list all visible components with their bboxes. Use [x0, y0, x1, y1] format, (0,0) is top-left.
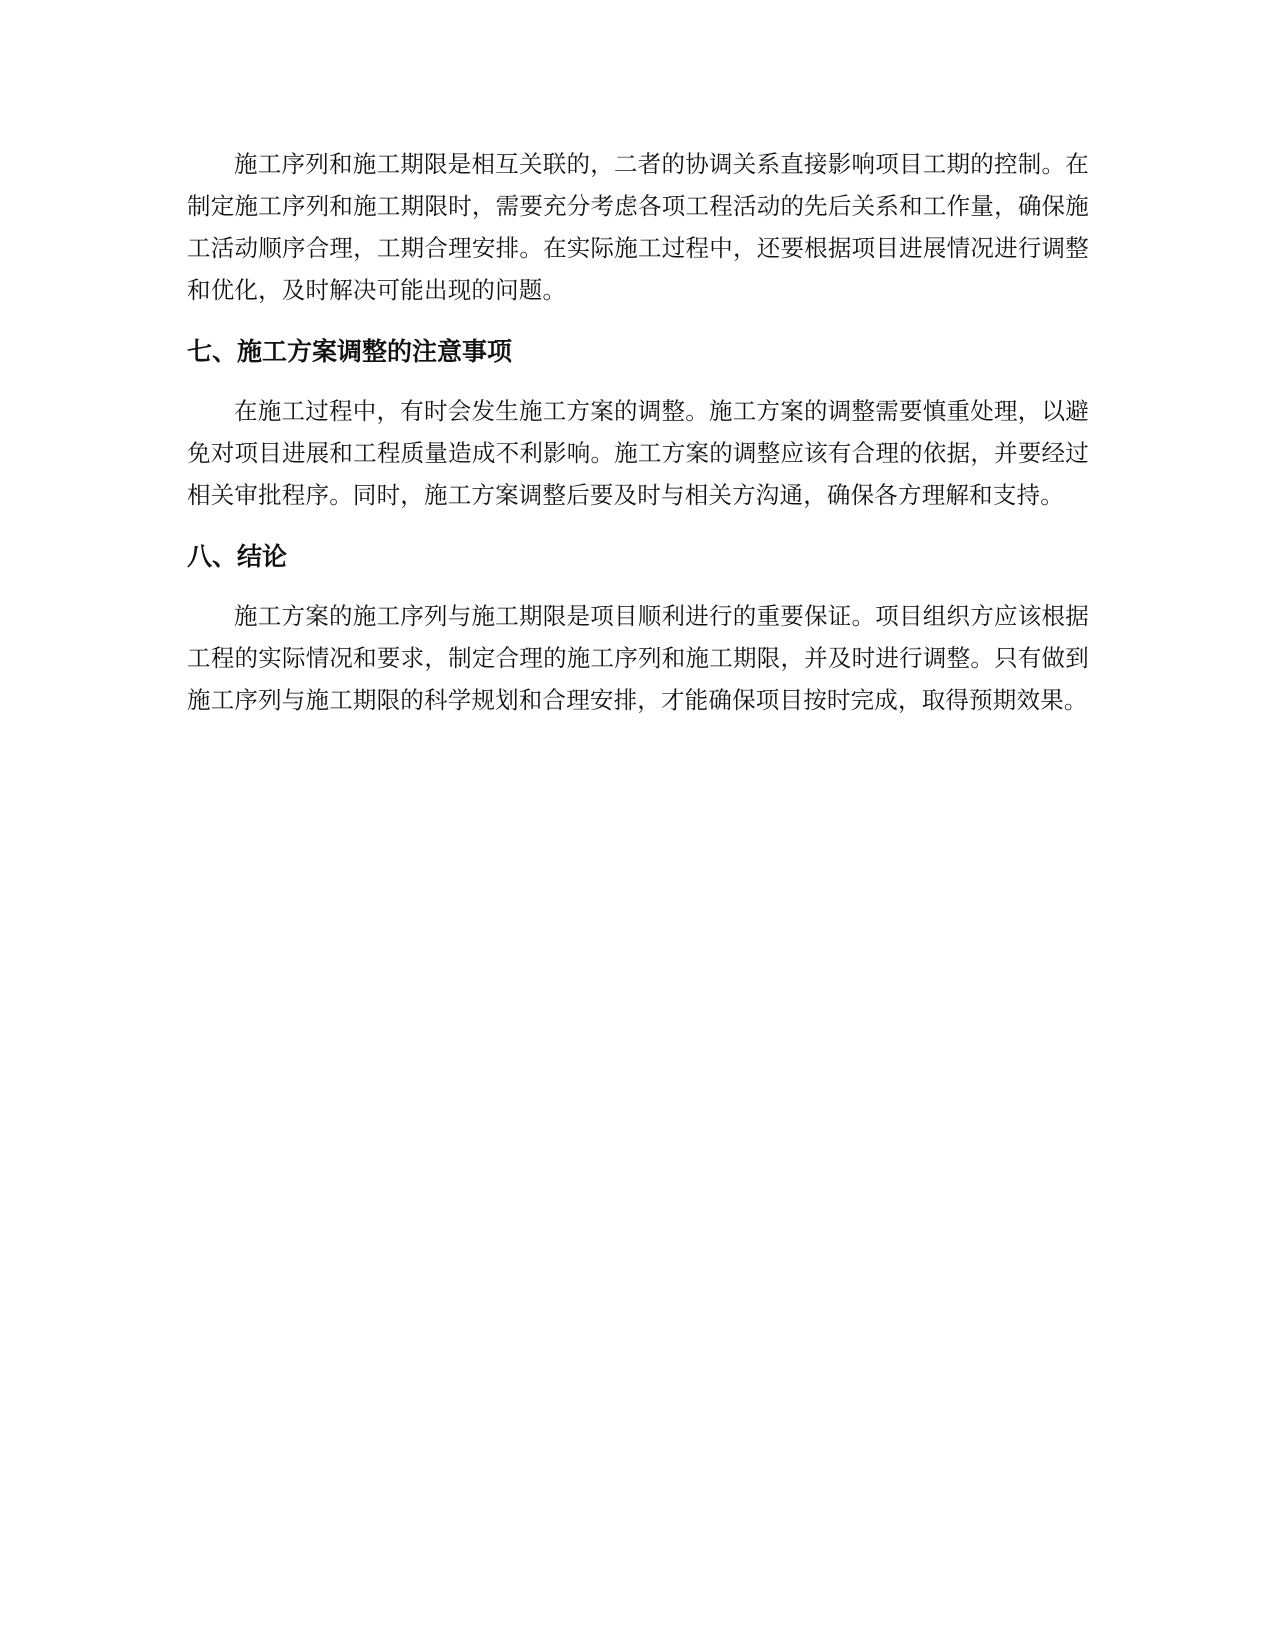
- section-7-paragraph: 在施工过程中，有时会发生施工方案的调整。施工方案的调整需要慎重处理，以避免对项目进展和工程质量造成不利影响。施工方案的调整应该有合理的依据，并要经过相关审批程序。同时，施工方案调整后要及时与相关方沟通，确保各方理解和支持。: [187, 397, 1089, 509]
- section-7-heading: 七、施工方案调整的注意事项: [187, 337, 513, 366]
- document-body: [187, 143, 1089, 721]
- section-8-heading: 八、结论: [187, 542, 288, 571]
- paragraph-schedule-coordination: 施工序列和施工期限是相互关联的，二者的协调关系直接影响项目工期的控制。在制定施工序列和施工期限时，需要充分考虑各项工程活动的先后关系和工作量，确保施工活动顺序合理，工期合理安排。在实际施工过程中，还要根据项目进展情况进行调整和优化，及时解决可能出现的问题。: [187, 150, 1089, 304]
- section-8-paragraph: 施工方案的施工序列与施工期限是项目顺利进行的重要保证。项目组织方应该根据工程的实际情况和要求，制定合理的施工序列和施工期限，并及时进行调整。只有做到施工序列与施工期限的科学规划和合理安排，才能确保项目按时完成，取得预期效果。: [187, 602, 1089, 714]
